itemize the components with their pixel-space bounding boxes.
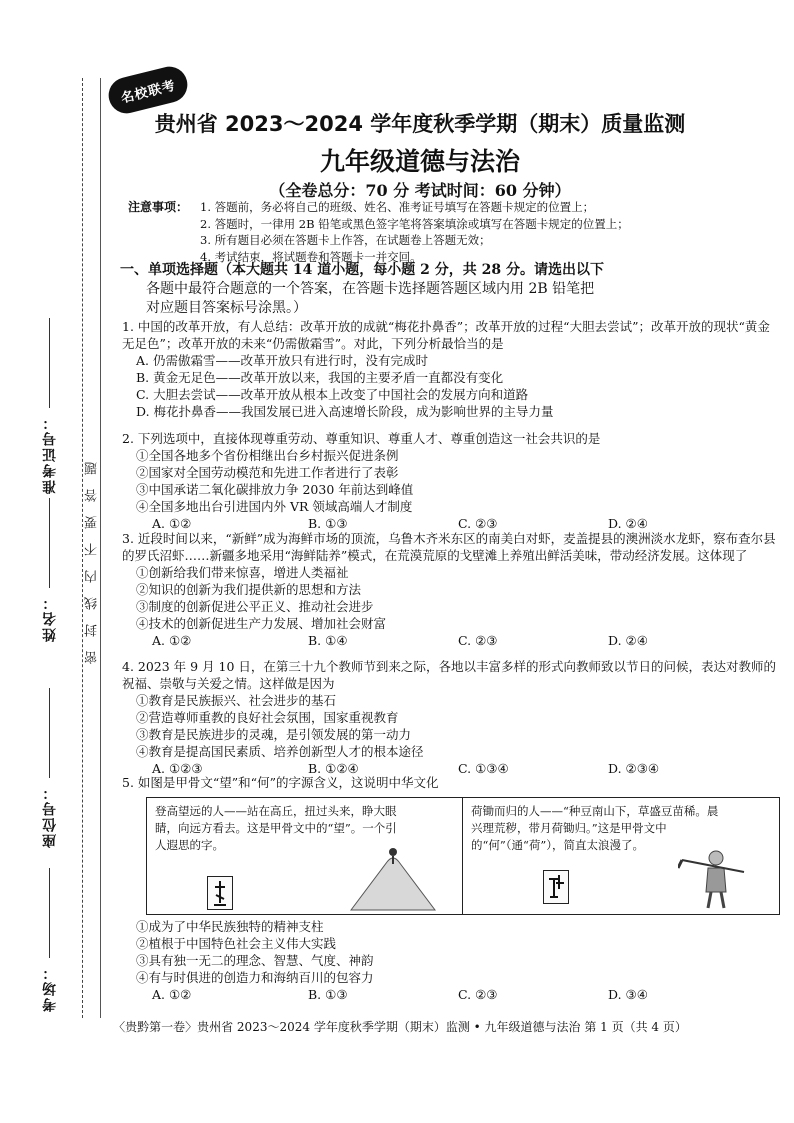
choice-a: A. ①② [152, 987, 192, 1002]
statement: ③具有独一无二的理念、智慧、气度、神韵 [136, 953, 374, 968]
section-head-line: 对应题目答案标号涂黑。） [146, 300, 307, 316]
choice-b: B. ①③ [308, 987, 348, 1002]
stamp-logo: 名校联考 [105, 63, 191, 117]
choice-c: C. ②③ [458, 987, 498, 1002]
seat-field: 座位号： [40, 688, 76, 848]
question-5-options [122, 918, 782, 1003]
exam-no-field: 准考证号： [40, 318, 76, 494]
statement: ④全国多地出台引进国内外 VR 领域高端人才制度 [136, 499, 413, 514]
choice-a: A. ①② [152, 633, 192, 648]
statement: ③中国承诺二氧化碳排放力争 2030 年前达到峰值 [136, 482, 414, 497]
question-5 [122, 774, 782, 791]
oracle-bone-figure [146, 797, 780, 915]
page-footer: 〈贵黔第一卷〉贵州省 2023～2024 学年度秋季学期（期末）监测 • 九年级道德与法治 第 1 页（共 4 页） [113, 1020, 687, 1034]
question-stem: 5. 如图是甲骨文“望”和“何”的字源含义，这说明中华文化 [122, 775, 439, 790]
question-1 [122, 318, 782, 420]
statement: ③制度的创新促进公平正义、推动社会进步 [136, 599, 374, 614]
choice-d: D. ③④ [608, 987, 648, 1002]
figure-text: 登高望远的人——站在高丘，扭过头来，睁大眼睛，向远方看去。这是甲骨文中的“望”。一个引人遐思的字。 [155, 804, 397, 852]
subject-title: 九年级道德与法治 [319, 147, 520, 176]
question-stem: 4. 2023 年 9 月 10 日，在第三十九个教师节到来之际，各地以丰富多样的形式向教师致以节日的问候，表达对教师的祝福、崇敬与关爱之情。这样做是因为 [122, 659, 776, 691]
binding-strip [14, 78, 104, 1018]
statement: ②国家对全国劳动模范和先进工作者进行了表彰 [136, 465, 399, 480]
choice-c: C. ②③ [458, 516, 498, 531]
statement: ①教育是民族振兴、社会进步的基石 [136, 693, 337, 708]
statement: ②营造尊师重教的良好社会氛围，国家重视教育 [136, 710, 399, 725]
section-heading [120, 261, 780, 318]
section-head-line: 一、单项选择题（本大题共 14 道小题，每小题 2 分，共 28 分。请选出以下 [120, 262, 604, 278]
figure-panel-he [463, 798, 778, 914]
choice-c: C. ②③ [458, 633, 498, 648]
option: C. 大胆去尝试——改革开放从根本上改变了中国社会的发展方向和道路 [136, 387, 529, 402]
notice-item: 4. 考试结束，将试题卷和答题卡一并交回。 [200, 249, 422, 264]
question-stem: 3. 近段时间以来，“新鲜”成为海鲜市场的顶流，乌鲁木齐米东区的南美白对虾，麦盖提县的澳洲淡水龙虾，察布查尔县的罗氏沼虾……新疆多地采用“海鲜陆养”模式，在荒漠荒原的戈壁滩上养殖出鲜活美味，带动经济发展。这体现了 [122, 531, 776, 563]
choice-c: C. ①③④ [458, 761, 509, 776]
statement: ①成为了中华民族独特的精神支柱 [136, 919, 324, 934]
answer-choices [122, 632, 782, 649]
name-field: 姓名： [40, 498, 76, 642]
choice-b: B. ①③ [308, 516, 348, 531]
statement: ②知识的创新为我们提供新的思想和方法 [136, 582, 362, 597]
notice-item: 1. 答题前，务必将自己的班级、姓名、准考证号填写在答题卡规定的位置上； [200, 200, 595, 214]
figure-text: 荷锄而归的人——“种豆南山下，草盛豆苗稀。晨兴理荒秽，带月荷锄归。”这是甲骨文中的“何”（通“荷”），简直太浪漫了。 [471, 804, 719, 852]
question-stem: 2. 下列选项中，直接体现尊重劳动、尊重知识、尊重人才、尊重创造这一社会共识的是 [122, 431, 601, 446]
question-2 [122, 430, 782, 532]
option: D. 梅花扑鼻香——我国发展已进入高速增长阶段，成为影响世界的主导力量 [136, 404, 554, 419]
question-4 [122, 658, 782, 777]
choice-b: B. ①②④ [308, 761, 359, 776]
option: B. 黄金无足色——改革开放以来，我国的主要矛盾一直都没有变化 [136, 370, 504, 385]
statement: ②植根于中国特色社会主义伟大实践 [136, 936, 337, 951]
statement: ①创新给我们带来惊喜，增进人类福祉 [136, 565, 349, 580]
statement: ④技术的创新促进生产力发展、增加社会财富 [136, 616, 387, 631]
answer-choices [122, 986, 782, 1003]
choice-d: D. ②④ [608, 633, 648, 648]
room-field: 考场： [40, 868, 76, 1012]
oracle-glyph-wang-icon [207, 876, 233, 910]
oracle-glyph-he-icon [543, 870, 569, 904]
score-time-line: （全卷总分：70 分 考试时间：60 分钟） [269, 181, 571, 200]
choice-a: A. ①② [152, 516, 192, 531]
question-3 [122, 530, 782, 649]
section-head-line: 各题中最符合题意的一个答案，在答题卡选择题答题区域内用 2B 铅笔把 [146, 281, 595, 297]
statement: ③教育是民族进步的灵魂，是引领发展的第一动力 [136, 727, 412, 742]
mountain-illustration-icon [347, 844, 437, 912]
statement: ①全国各地多个省份相继出台乡村振兴促进条例 [136, 448, 399, 463]
statement: ④有与时俱进的创造力和海纳百川的包容力 [136, 970, 374, 985]
notice-label: 注意事项： [128, 200, 189, 214]
choice-b: B. ①④ [308, 633, 348, 648]
statement: ④教育是提高国民素质、培养创新型人才的根本途径 [136, 744, 424, 759]
choice-a: A. ①②③ [152, 761, 203, 776]
figure-panel-wang [147, 798, 463, 914]
notice-item: 3. 所有题目必须在答题卡上作答，在试题卷上答题无效； [200, 233, 491, 247]
seal-warning: 密封线内不要答题 [85, 448, 100, 664]
question-stem: 1. 中国的改革开放，有人总结：改革开放的成就“梅花扑鼻香”；改革开放的过程“大胆去尝试”；改革开放的现状“黄金无足色”；改革开放的未来“仍需傲霜雪”。对此，下列分析最恰当的是 [122, 319, 770, 351]
exam-title: 贵州省 2023～2024 学年度秋季学期（期末）质量监测 [154, 112, 686, 136]
notice-item: 2. 答题时，一律用 2B 铅笔或黑色签字笔将答案填涂或填写在答题卡规定的位置上； [200, 216, 629, 231]
choice-d: D. ②③④ [608, 761, 660, 776]
farmer-hoe-illustration-icon [678, 846, 748, 910]
choice-d: D. ②④ [608, 516, 648, 531]
option: A. 仍需傲霜雪——改革开放只有进行时，没有完成时 [136, 353, 428, 368]
